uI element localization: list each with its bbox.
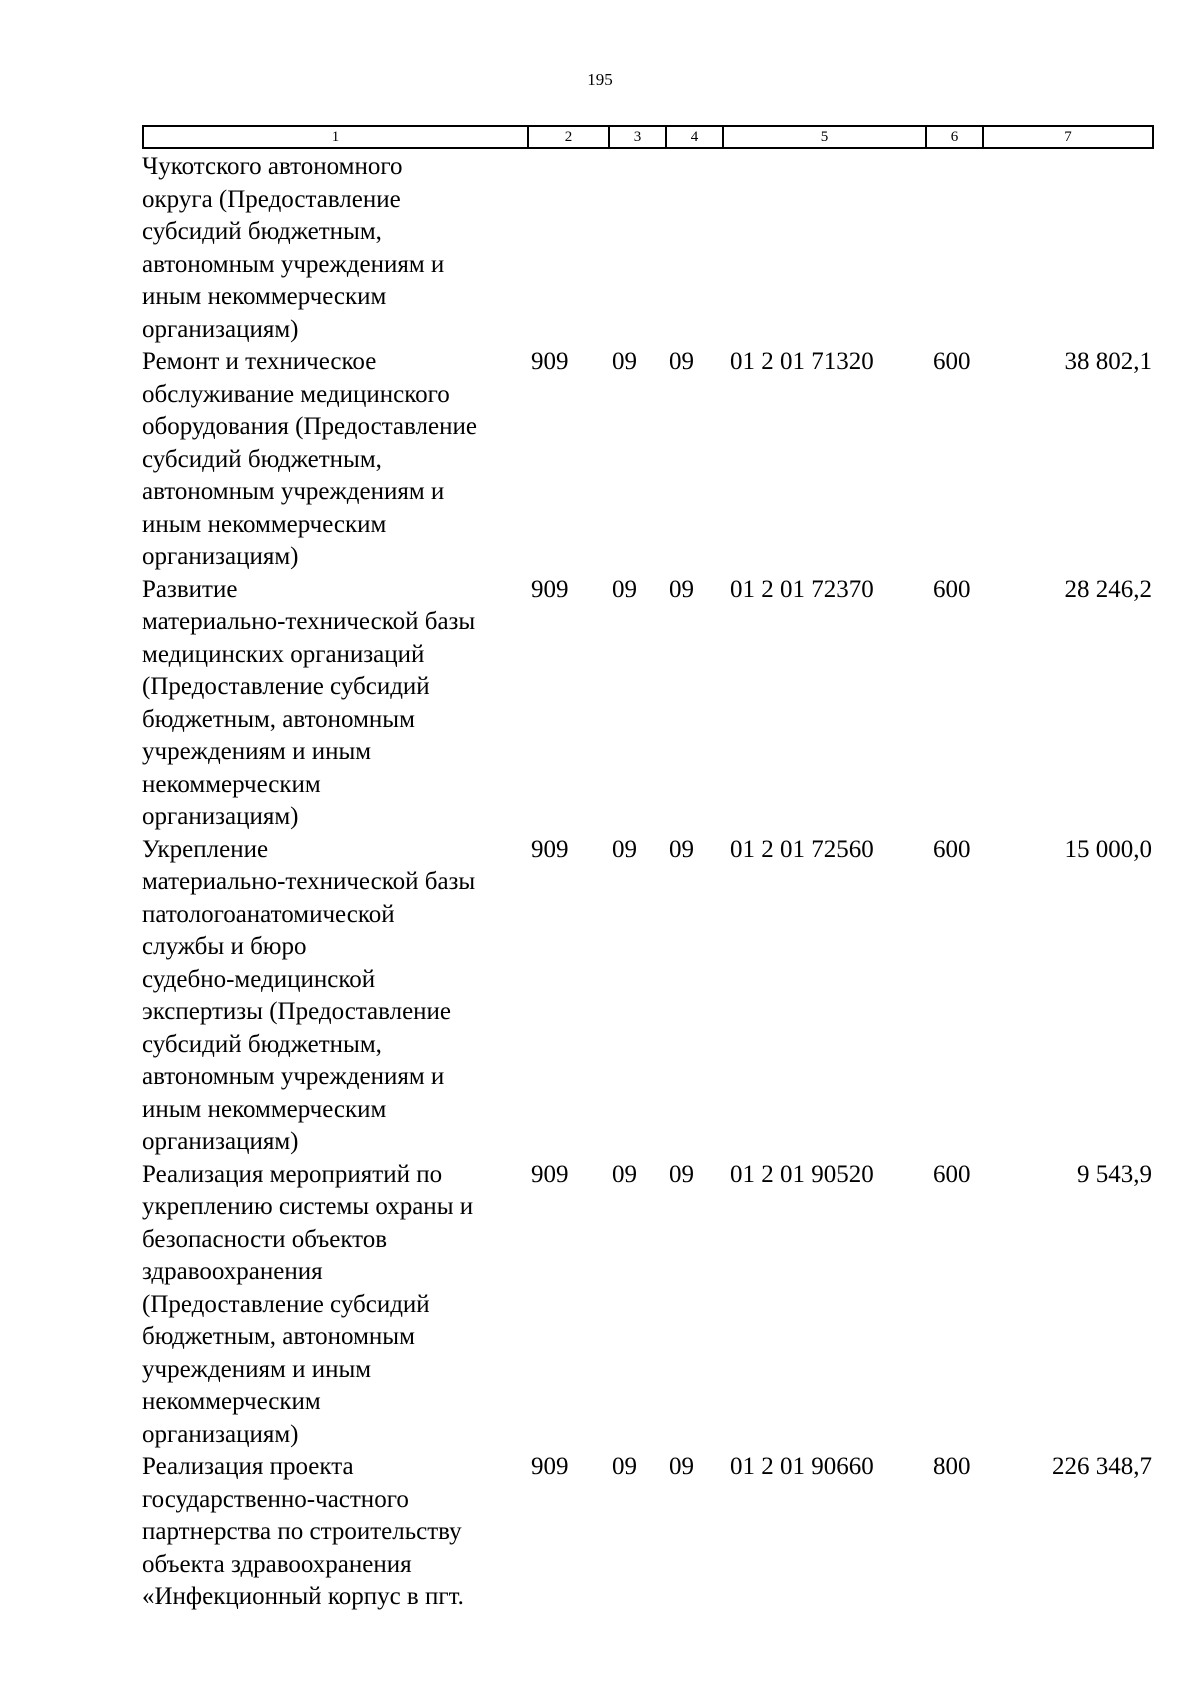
ministry-code: 909 — [531, 348, 569, 375]
section-code: 09 — [612, 835, 637, 863]
target-article-code: 01 2 01 90520 — [730, 1160, 874, 1188]
row-description: Чукотского автономного округа (Предоставление субсидий бюджетным, автономным учреждениям и иным некоммерческим организациям) — [142, 153, 445, 343]
column-header-4: 4 — [666, 126, 723, 148]
ministry-code: 909 — [531, 575, 569, 603]
amount: 28 246,2 — [1064, 575, 1152, 603]
table-row — [142, 346, 1152, 574]
table-row — [142, 574, 1152, 834]
subsection-code: 09 — [669, 1453, 694, 1480]
table-row — [142, 834, 1152, 1159]
table-row — [142, 151, 1152, 346]
row-description: Развитие материально-технической базы медицинских организаций (Предоставление субсидий бюджетным, автономным учреждениям и иным некоммерческим организациям) — [142, 575, 476, 830]
target-article-code: 01 2 01 71320 — [730, 348, 874, 375]
target-article-code: 01 2 01 72560 — [730, 835, 874, 863]
target-article-code: 01 2 01 90660 — [730, 1453, 874, 1480]
subsection-code: 09 — [669, 348, 694, 375]
budget-table-body — [142, 151, 1152, 1614]
expense-type-code: 600 — [933, 575, 971, 603]
column-header-1: 1 — [143, 126, 528, 148]
column-header-7: 7 — [983, 126, 1153, 148]
section-code: 09 — [612, 1453, 637, 1480]
column-header-3: 3 — [609, 126, 666, 148]
subsection-code: 09 — [669, 835, 694, 863]
column-header-2: 2 — [528, 126, 609, 148]
expense-type-code: 800 — [933, 1453, 971, 1480]
table-row — [142, 1159, 1152, 1452]
target-article-code: 01 2 01 72370 — [730, 575, 874, 603]
row-description: Реализация проекта государственно-частного партнерства по строительству объекта здравоохранения «Инфекционный корпус в пгт. — [142, 1453, 464, 1610]
expense-type-code: 600 — [933, 348, 971, 375]
column-header-5: 5 — [723, 126, 926, 148]
amount: 15 000,0 — [1064, 835, 1152, 863]
amount: 9 543,9 — [1077, 1160, 1152, 1188]
column-header-row — [143, 126, 1153, 148]
section-code: 09 — [612, 348, 637, 375]
section-code: 09 — [612, 575, 637, 603]
amount: 38 802,1 — [1064, 348, 1152, 375]
ministry-code: 909 — [531, 1453, 569, 1480]
expense-type-code: 600 — [933, 1160, 971, 1188]
column-header-6: 6 — [926, 126, 983, 148]
subsection-code: 09 — [669, 575, 694, 603]
column-header-table — [142, 125, 1154, 149]
subsection-code: 09 — [669, 1160, 694, 1188]
page-number: 195 — [587, 70, 613, 89]
ministry-code: 909 — [531, 835, 569, 863]
ministry-code: 909 — [531, 1160, 569, 1188]
expense-type-code: 600 — [933, 835, 971, 863]
amount: 226 348,7 — [1052, 1453, 1152, 1480]
row-description: Реализация мероприятий по укреплению системы охраны и безопасности объектов здравоохранения (Предоставление субсидий бюджетным, автономным учреждениям и иным некоммерческим организациям) — [142, 1160, 474, 1448]
section-code: 09 — [612, 1160, 637, 1188]
row-description: Укрепление материально-технической базы патологоанатомической службы и бюро судебно-медицинской экспертизы (Предоставление субсидий бюджетным, автономным учреждениям и иным некоммерческим организациям) — [142, 835, 476, 1155]
table-row — [142, 1451, 1152, 1614]
row-description: Ремонт и техническое обслуживание медицинского оборудования (Предоставление субсидий бюджетным, автономным учреждениям и иным некоммерческим организациям) — [142, 348, 477, 570]
